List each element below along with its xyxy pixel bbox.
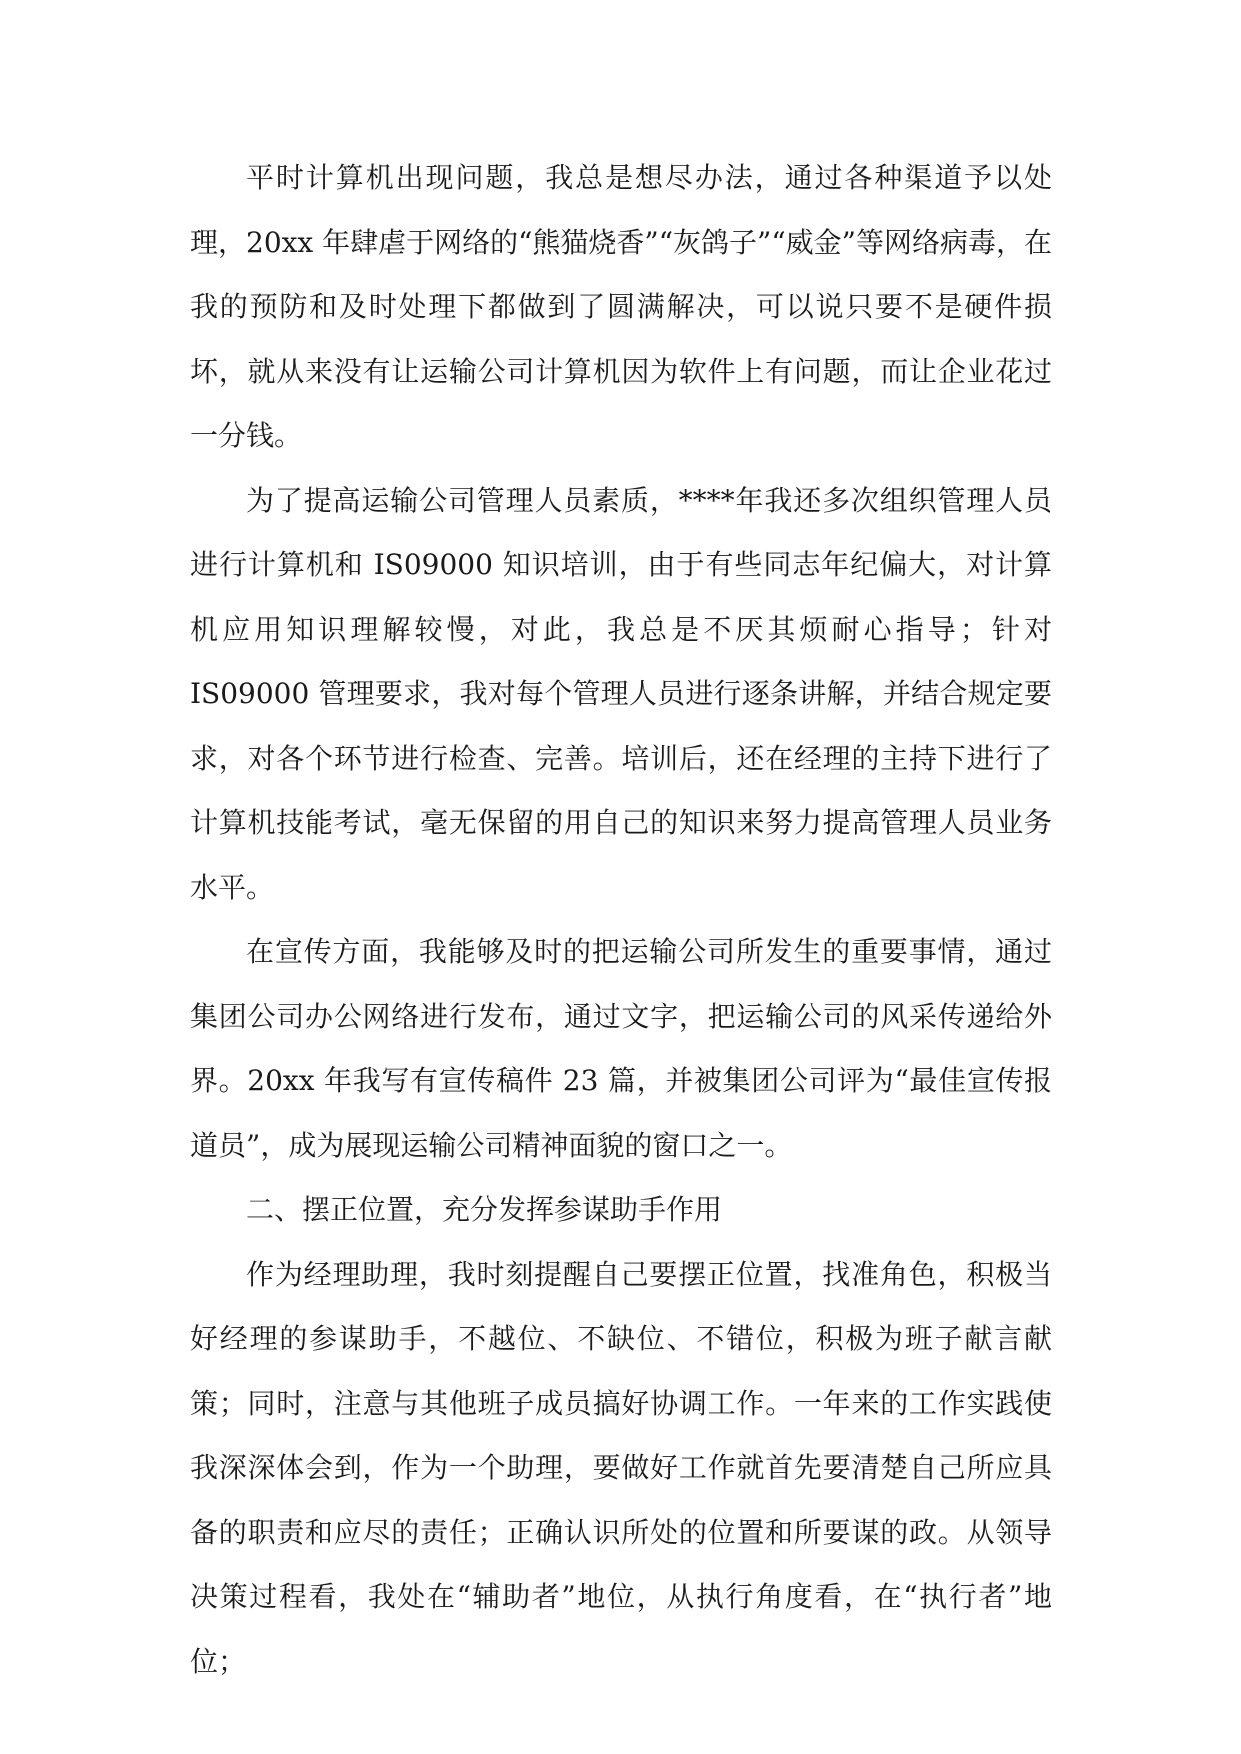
paragraph-assistant-role: 作为经理助理，我时刻提醒自己要摆正位置，找准角色，积极当好经理的参谋助手，不越位、不缺位、不错位，积极为班子献言献策；同时，注意与其他班子成员搞好协调工作。一年来的工作实践使我深深体会到，作为一个助理，要做好工作就首先要清楚自己所应具备的职责和应尽的责任；正确认识所处的位置和所要谋的政。从领导决策过程看，我处在“辅助者”地位，从执行角度看，在“执行者”地位； (190, 1257, 1052, 1678)
document-page (190, 146, 1052, 1694)
paragraph-computer-maintenance: 平时计算机出现问题，我总是想尽办法，通过各种渠道予以处理，20xx 年肆虐于网络的“熊猫烧香”“灰鸽子”“威金”等网络病毒，在我的预防和及时处理下都做到了圆满解决，可以说只要不是硬件损坏，就从来没有让运输公司计算机因为软件上有问题，而让企业花过一分钱。 (190, 161, 1053, 452)
section-heading: 二、摆正位置，充分发挥参谋助手作用 (246, 1193, 723, 1226)
paragraph-publicity: 在宣传方面，我能够及时的把运输公司所发生的重要事情，通过集团公司办公网络进行发布，通过文字，把运输公司的风采传递给外界。20xx 年我写有宣传稿件 23 篇，并被集团公司评为“最佳宣传报道员”，成为展现运输公司精神面貌的窗口之一。 (190, 935, 1052, 1162)
paragraph-training: 为了提高运输公司管理人员素质，****年我还多次组织管理人员进行计算机和 IS09000 知识培训，由于有些同志年纪偏大，对计算机应用知识理解较慢，对此，我总是不厌其烦耐心指导；针对 IS09000 管理要求，我对每个管理人员进行逐条讲解，并结合规定要求，对各个环节进行检查、完善。培训后，还在经理的主持下进行了计算机技能考试，毫无保留的用自己的知识来努力提高管理人员业务水平。 (190, 483, 1052, 904)
